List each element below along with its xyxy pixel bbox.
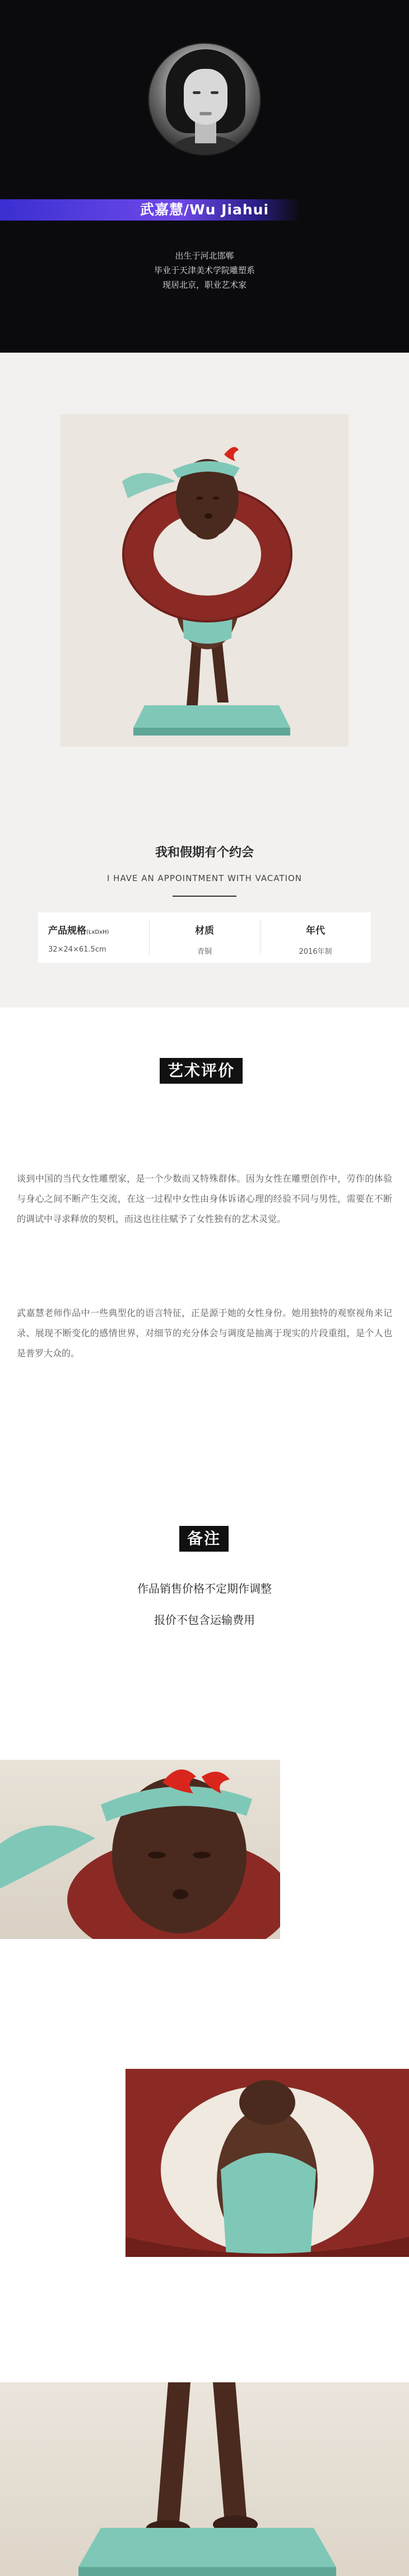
detail-photo-ring [126, 2069, 409, 2257]
bio-line: 现居北京，职业艺术家 [162, 280, 247, 290]
artist-bio [0, 249, 409, 292]
review-paragraph: 武嘉慧老师作品中一些典型化的语言特征，正是源于她的女性身份。她用独特的观察视角来记录、展现不断变化的感情世界，对细节的充分体会与调度是抽离于现实的片段重组，是个人也是普罗大众的。 [17, 1308, 392, 1359]
artwork-section [0, 353, 409, 1008]
artwork-title: 我和假期有个约会 [155, 846, 254, 860]
artist-avatar [148, 43, 261, 156]
note-heading: 备注 [179, 1526, 229, 1552]
sculpture-illustration [61, 414, 348, 747]
title-divider [173, 896, 236, 897]
detail-photo-head [0, 1760, 280, 1939]
review-heading: 艺术评价 [160, 1058, 243, 1084]
bio-line: 出生于河北邯郸 [175, 251, 234, 261]
spec-year [260, 912, 371, 963]
spec-label-suffix: (LxDxH) [86, 929, 109, 935]
spec-table [38, 912, 371, 963]
detail-photo-legs [0, 2382, 409, 2576]
spec-material [149, 912, 260, 963]
artist-name: 武嘉慧/Wu Jiahui [140, 202, 269, 218]
review-paragraph: 谈到中国的当代女性雕塑家，是一个少数而又特殊群体。因为女性在雕塑创作中，劳作的体验与身心之间不断产生交流，在这一过程中女性由身体诉诸心理的经验不同与男性，需要在不断的调试中寻求释放的契机，而这也往往赋予了女性独有的艺术灵觉。 [17, 1173, 392, 1224]
spec-label: 年代 [306, 925, 325, 936]
spec-value: 青铜 [197, 948, 212, 956]
artist-header [0, 0, 409, 353]
artwork-photo [61, 414, 348, 747]
spec-value: 32×24×61.5cm [48, 945, 106, 954]
spec-label: 材质 [195, 925, 214, 936]
spec-size [38, 912, 149, 963]
artwork-subtitle: I HAVE AN APPOINTMENT WITH VACATION [106, 873, 302, 883]
bio-line: 毕业于天津美术学院雕塑系 [154, 265, 255, 275]
note-line: 报价不包含运输费用 [154, 1613, 255, 1627]
spec-label: 产品规格 [48, 925, 86, 936]
note-line: 作品销售价格不定期作调整 [137, 1582, 272, 1595]
spec-value: 2016年制 [299, 948, 332, 956]
